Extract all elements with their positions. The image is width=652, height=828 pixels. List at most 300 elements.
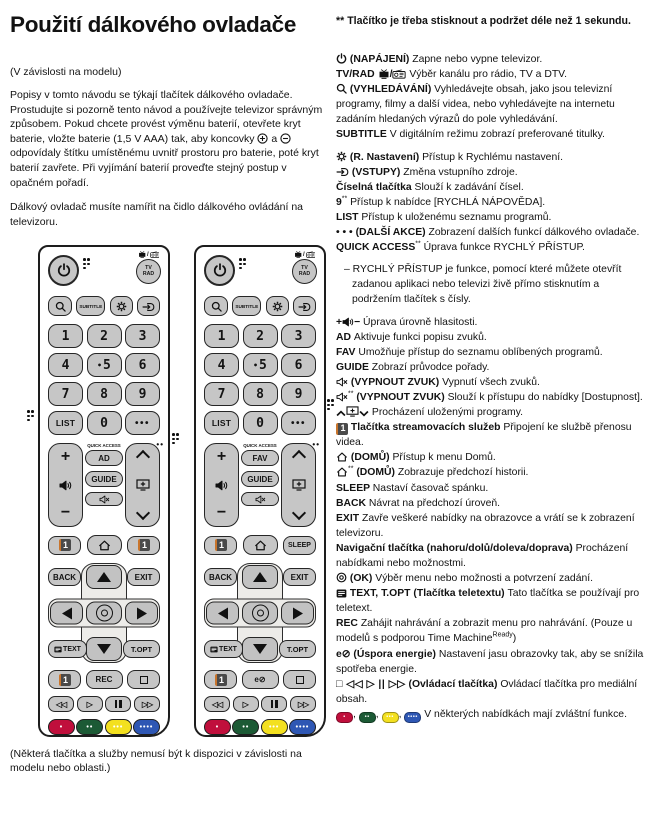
text-run: Nastavení jasu obrazovky tak, aby se snížila spotřeba energie. <box>336 648 644 675</box>
remote-streaming-button <box>48 670 81 689</box>
teletext-icon <box>210 646 218 653</box>
remote-text-button <box>48 640 87 658</box>
chevron-up-icon <box>135 450 149 464</box>
description-entry <box>336 707 648 723</box>
pause-icon <box>115 700 118 708</box>
blue-button: •••• <box>133 719 160 735</box>
text-run: Umožňuje přístup do seznamu oblíbených programů. <box>358 346 603 358</box>
tv-radio-icons <box>294 251 316 258</box>
callout-dots <box>239 258 246 291</box>
red-button: • <box>204 719 231 735</box>
description-entry <box>336 616 648 646</box>
label-bold: SUBTITLE <box>336 129 390 141</box>
text-run: Přístup k nabídce [RYCHLÁ NÁPOVĚDA]. <box>347 196 546 208</box>
description-entry <box>336 210 648 225</box>
green-button: •• <box>232 719 259 735</box>
description-entry <box>336 390 648 405</box>
remote-channel-rocker <box>281 443 316 527</box>
streaming-service-chip: 1 <box>215 539 227 551</box>
text-run: Zobrazí průvodce pořady. <box>371 361 490 373</box>
model-note: (V závislosti na modelu) <box>10 66 122 78</box>
remote-guide-button: GUIDE <box>241 471 279 487</box>
text-run: Zapne nebo vypne televizor. <box>412 54 543 65</box>
key-8: 8 <box>87 382 122 406</box>
remote-power-button <box>48 255 79 286</box>
remote-power-button <box>204 255 235 286</box>
speaker-icon <box>59 477 72 493</box>
label-bold: Navigační tlačítka (nahoru/dolů/doleva/doprava) <box>336 542 576 554</box>
text-label: TEXT <box>219 645 237 653</box>
tv-radio-icons <box>138 251 160 258</box>
remote-energy-saving-button: e⊘ <box>242 670 279 689</box>
tv-icon <box>294 251 302 258</box>
chevron-up-icon <box>291 450 305 464</box>
ok-icon <box>336 571 347 586</box>
availability-caption: (Některá tlačítka a služby nemusí být k dispozici v závislosti na modelu nebo oblasti.) <box>10 748 302 775</box>
label-bold: REC <box>336 618 361 630</box>
pause-icon <box>275 700 278 708</box>
search-icon <box>55 297 66 315</box>
key-1: 1 <box>48 324 83 348</box>
description-entry <box>336 345 648 360</box>
description-entry <box>336 450 648 465</box>
text-run: Ovládací tlačítka pro mediální obsah. <box>336 678 638 705</box>
remote-nav-cluster <box>48 563 160 663</box>
callout-dots <box>27 410 34 421</box>
label-bold: TEXT, T.OPT (Tlačítka teletextu) <box>347 588 508 600</box>
blue-button-icon: •••• <box>404 712 421 723</box>
remote-rewind-button: ◁◁ <box>204 696 230 712</box>
left-column <box>10 10 330 775</box>
key-2: 2 <box>243 324 278 348</box>
text-run: Popisy v tomto návodu se týkají tlačítek dálkového ovladače. Prostudujte si pozorně tento návod a používejte televizor správným způsobem. Pokud chcete provést výměnu baterií, otevřete kryt baterie, vložte baterie (1,5 V AAA) tak, aby koncovky <box>10 89 323 145</box>
remote-mid-section <box>204 440 320 527</box>
remote-fav-button: FAV <box>241 450 279 466</box>
remote-text-button <box>204 640 243 658</box>
remote-forward-button: ▷▷ <box>290 696 316 712</box>
text-run: V některých nabídkách mají zvláštní funkce. <box>421 708 627 720</box>
remote-keypad <box>48 324 160 435</box>
tvrad-label-tv: TV <box>301 264 308 271</box>
arrow-down-icon <box>97 644 111 654</box>
description-entry <box>336 677 648 707</box>
remote-media-row <box>204 696 316 712</box>
battery-paragraph <box>10 88 330 190</box>
label-bold: GUIDE <box>336 361 372 373</box>
text-run: Zahájit nahrávání a zobrazit menu pro nahrávání. (Pouze u modelů s podporou Time Machine <box>336 618 633 645</box>
label-bold: TV/RAD <box>336 69 378 81</box>
more-dots-icon: ••• <box>134 417 150 429</box>
key-5 <box>243 353 278 377</box>
text-run: Procházení uloženými programy. <box>369 407 524 419</box>
label-bold: (VYPNOUT ZVUK) <box>348 376 443 388</box>
streaming-service-chip: 1 <box>215 674 227 686</box>
label-bold: SLEEP <box>336 482 373 494</box>
label-bold: • • • (DALŠÍ AKCE) <box>336 227 429 239</box>
tv-icon <box>138 251 146 258</box>
yellow-button: ••• <box>261 719 288 735</box>
label-bold: (OK) <box>347 573 376 585</box>
key-3: 3 <box>125 324 160 348</box>
description-entry <box>336 541 648 571</box>
tvrad-label-rad: RAD <box>142 270 155 277</box>
callout-dots <box>83 258 90 291</box>
ok-icon <box>252 605 269 622</box>
description-entry <box>336 180 648 195</box>
streaming-service-chip: 1 <box>59 674 71 686</box>
callout-dots <box>172 433 179 444</box>
remote-streaming-button <box>204 536 237 555</box>
remote-energy-row <box>204 670 316 689</box>
remote-top-row <box>48 251 160 291</box>
remote-subtitle-button: SUBTITLE <box>76 296 105 316</box>
remote-diagram-a <box>38 245 170 737</box>
chevron-down-icon <box>291 506 305 520</box>
home-icon <box>336 450 348 465</box>
streaming-service-chip: 1 <box>336 423 348 435</box>
arrow-right-icon <box>137 607 147 619</box>
description-entry <box>336 225 648 240</box>
remote-nav-cluster <box>204 563 316 663</box>
tvrad-label-tv: TV <box>145 264 152 271</box>
remote-keypad <box>204 324 316 435</box>
search-icon <box>211 297 222 315</box>
key-5-dot: • <box>253 360 258 370</box>
remote-top-row <box>204 251 316 291</box>
volume-minus-icon: − <box>216 504 227 522</box>
remote-home-button <box>243 535 278 555</box>
remote-stop-button <box>283 670 316 689</box>
pause-icon <box>271 700 274 708</box>
key-8: 8 <box>243 382 278 406</box>
label-bold: (Ovládací tlačítka) <box>405 678 501 690</box>
key-5-digit: 5 <box>103 357 111 373</box>
slash: / <box>302 251 305 258</box>
remote-streaming-button <box>204 670 237 689</box>
remote-channel-rocker <box>125 443 160 527</box>
description-entry <box>336 315 648 330</box>
red-button: • <box>48 719 75 735</box>
remote-streaming-button <box>127 536 160 555</box>
label-bold: BACK <box>336 497 369 509</box>
chevron-down-icon <box>359 405 369 420</box>
description-entry <box>336 195 648 210</box>
remote-exit-button: EXIT <box>127 568 160 586</box>
mute-icon <box>255 495 266 504</box>
remote-mute-button <box>241 492 279 506</box>
description-entry <box>336 330 648 345</box>
text-run: , <box>353 708 359 720</box>
mute-icon <box>336 390 348 405</box>
remote-play-button: ▷ <box>77 696 103 712</box>
radio-icon <box>389 67 406 82</box>
description-entry <box>336 165 648 180</box>
key-5-dot: • <box>97 360 102 370</box>
remote-more-actions-button <box>281 411 316 435</box>
remote-settings-button <box>110 296 133 316</box>
chevron-up-icon <box>336 405 346 420</box>
remote-subtitle-button: SUBTITLE <box>232 296 261 316</box>
text-run: Úprava úrovně hlasitosti. <box>360 316 478 328</box>
description-entry <box>336 405 648 420</box>
remote-rec-row <box>48 670 160 689</box>
description-entry <box>336 360 648 375</box>
remote-left-button <box>206 602 239 625</box>
description-entry <box>336 586 648 616</box>
key-5 <box>87 353 122 377</box>
text-run: Změna vstupního zdroje. <box>403 166 518 178</box>
key-4: 4 <box>48 353 83 377</box>
superscript: ** <box>348 390 354 398</box>
remote-tvrad-button <box>136 259 161 284</box>
label-bold: e⊘ (Úspora energie) <box>336 648 439 660</box>
key-2: 2 <box>87 324 122 348</box>
description-entry <box>336 67 648 82</box>
text-run: Přístup k menu Domů. <box>392 452 496 464</box>
text-run: odpovídaly štítku umístěnému uvnitř prostoru pro baterie, poté kryt baterií zavřete. Při vyjímání baterií proveďte stejný postup v opačném pořadí. <box>10 147 319 189</box>
remote-more-actions-button <box>125 411 160 435</box>
speaker-icon <box>342 315 354 330</box>
search-icon <box>336 82 347 97</box>
text-run: Zobrazuje předchozí historii. <box>397 467 529 479</box>
description-entry <box>336 647 648 677</box>
text-run: Výběr kanálu pro rádio, TV a DTV. <box>406 69 568 81</box>
remote-diagrams <box>38 245 330 737</box>
text-run: ) <box>512 633 517 645</box>
chevron-down-icon <box>135 506 149 520</box>
text-run: , <box>398 708 405 720</box>
more-dots-icon: ••• <box>290 417 306 429</box>
label-bold: AD <box>336 331 354 343</box>
description-entry <box>336 52 648 67</box>
remote-volume-rocker <box>48 443 83 527</box>
key-5-digit: 5 <box>259 357 267 373</box>
remote-back-button: BACK <box>204 568 237 586</box>
remote-color-row <box>204 719 316 735</box>
power-icon <box>336 52 347 67</box>
remote-search-button <box>204 296 228 316</box>
quick-access-label: QUICK ACCESS <box>87 443 121 449</box>
remote-ok-button <box>86 602 122 625</box>
label-bold: QUICK ACCESS <box>336 242 416 254</box>
screen-plus-icon <box>346 405 359 420</box>
text-run: Nastaví časovač spánku. <box>372 482 489 494</box>
remote-function-row <box>48 296 160 316</box>
remote-tvrad-group <box>292 251 317 284</box>
remote-mid-stack <box>240 443 280 527</box>
remote-sleep-button: SLEEP <box>283 536 316 555</box>
power-icon <box>213 262 227 280</box>
key-7: 7 <box>48 382 83 406</box>
remote-up-button <box>242 565 278 589</box>
streaming-service-chip: 1 <box>138 539 150 551</box>
label-bold: − <box>354 316 361 328</box>
mute-icon <box>336 375 348 390</box>
text-run: Připojení ke službě přenosu videa. <box>336 422 632 449</box>
mute-icon <box>99 495 110 504</box>
key-9: 9 <box>125 382 160 406</box>
description-entry <box>336 262 648 307</box>
remote-pause-button <box>261 696 287 712</box>
label-bold: (NAPÁJENÍ) <box>347 54 413 65</box>
text-run: , <box>375 708 382 720</box>
label-bold: + <box>336 316 343 328</box>
label-bold: Číselná tlačítka <box>336 181 415 193</box>
remote-up-button <box>86 565 122 589</box>
remote-back-button: BACK <box>48 568 81 586</box>
remote-down-button <box>86 637 122 661</box>
plus-circle-icon <box>257 132 268 147</box>
remote-exit-button: EXIT <box>283 568 316 586</box>
remote-mid-section <box>48 440 164 527</box>
label-bold: (DOMŮ) <box>348 452 393 464</box>
label-bold: (VSTUPY) <box>349 166 404 178</box>
remote-down-button <box>242 637 278 661</box>
tvrad-label-rad: RAD <box>298 270 311 277</box>
text-run: Přístup k uloženému seznamu programů. <box>361 211 552 223</box>
remote-list-button: LIST <box>48 411 83 435</box>
remote-media-row <box>48 696 160 712</box>
stop-icon <box>296 676 304 684</box>
ok-icon <box>96 605 113 622</box>
remote-rec-button: REC <box>86 670 123 689</box>
right-column <box>336 14 648 723</box>
key-7: 7 <box>204 382 239 406</box>
home-icon <box>336 465 348 480</box>
media-controls-icons: □ ◁◁ ▷ || ▷▷ <box>336 678 406 690</box>
remote-tvrad-group <box>136 251 161 284</box>
remote-pause-button <box>105 696 131 712</box>
volume-plus-icon: + <box>60 448 71 466</box>
description-entry <box>336 420 648 450</box>
hold-note: ** Tlačítko je třeba stisknout a podržet déle než 1 sekundu. <box>336 15 631 27</box>
description-entry <box>336 511 648 541</box>
remote-mid-stack <box>84 443 124 527</box>
remote-stop-button <box>127 670 160 689</box>
text-run: Slouží k zadávání čísel. <box>414 181 524 193</box>
speaker-icon <box>215 477 228 493</box>
remote-ad-button: AD <box>85 450 123 466</box>
key-3: 3 <box>281 324 316 348</box>
input-icon <box>298 297 311 315</box>
remote-color-row <box>48 719 160 735</box>
green-button: •• <box>76 719 103 735</box>
arrow-up-icon <box>97 572 111 582</box>
remote-home-row <box>48 535 160 555</box>
text-run: Procházení nabídkami nebo možnostmi. <box>336 542 629 569</box>
remote-right-button <box>281 602 314 625</box>
radio-icon <box>306 251 316 258</box>
arrow-up-icon <box>253 572 267 582</box>
text-run: Přístup k Rychlému nastavení. <box>422 151 563 163</box>
key-6: 6 <box>125 353 160 377</box>
red-button-icon: • <box>336 712 353 723</box>
description-entry <box>336 496 648 511</box>
text-run: Návrat na předchozí úroveň. <box>368 497 501 509</box>
superscript: ** <box>341 195 348 203</box>
text-run: Tato tlačítka se používají pro teletext. <box>336 588 640 615</box>
gear-icon <box>116 297 127 315</box>
description-entry <box>336 571 648 586</box>
blue-button: •••• <box>289 719 316 735</box>
description-entry <box>336 127 648 142</box>
text-run: Výběr menu nebo možnosti a potvrzení zadání. <box>375 573 594 585</box>
remote-streaming-button <box>48 536 81 555</box>
volume-plus-icon: + <box>216 448 227 466</box>
remote-home-button <box>87 535 122 555</box>
remote-input-button <box>293 296 316 316</box>
remote-input-button <box>137 296 160 316</box>
remote-forward-button: ▷▷ <box>134 696 160 712</box>
text-run: Zobrazení dalších funkcí dálkového ovladače. <box>428 227 640 239</box>
aim-paragraph: Dálkový ovladač musíte namířit na čidlo dálkového ovládání na televizoru. <box>10 201 303 228</box>
key-0: 0 <box>243 411 278 435</box>
key-6: 6 <box>281 353 316 377</box>
label-bold: / <box>389 69 393 81</box>
remote-mute-button <box>85 492 123 506</box>
remote-topt-button: T.OPT <box>123 640 160 658</box>
text-run: Vyhledávejte obsah, jako jsou televizní programy, filmy a další videa, nebo vyhledávejte na internetu zadáním hledaných výrazů do pole vyhledávání. <box>336 84 615 126</box>
input-icon <box>142 297 155 315</box>
home-icon <box>98 536 111 554</box>
description-entry <box>336 481 648 496</box>
callout-dots: •• <box>156 440 164 450</box>
pause-icon <box>119 700 122 708</box>
label-bold: 9 <box>336 196 342 208</box>
description-entry <box>336 150 648 165</box>
remote-left-button <box>50 602 83 625</box>
slash: / <box>146 251 149 258</box>
text-run: V digitálním režimu zobrazí preferované titulky. <box>389 129 605 141</box>
text-run: a <box>268 132 281 145</box>
minus-circle-icon <box>280 132 291 147</box>
arrow-down-icon <box>253 644 267 654</box>
label-bold: (R. Nastavení) <box>347 151 423 163</box>
radio-icon <box>150 251 160 258</box>
remote-function-row <box>204 296 316 316</box>
key-9: 9 <box>281 382 316 406</box>
superscript: ** <box>348 465 354 473</box>
home-icon <box>254 536 267 554</box>
text-run: Úprava funkce RYCHLÝ PŘÍSTUP. <box>420 242 585 254</box>
label-bold: Tlačítka streamovacích služeb <box>348 422 504 434</box>
description-entry <box>336 240 648 255</box>
input-icon <box>336 165 349 180</box>
volume-minus-icon: − <box>60 504 71 522</box>
label-bold: (VYHLEDÁVÁNÍ) <box>347 84 435 96</box>
remote-rewind-button: ◁◁ <box>48 696 74 712</box>
label-bold: (DOMŮ) <box>353 467 398 479</box>
text-run: – RYCHLÝ PŘÍSTUP je funkce, pomocí které můžete otevřít zadanou aplikaci nebo televizi živě přímo stisknutím a podržením tlačítek s čísly. <box>344 264 622 306</box>
key-4: 4 <box>204 353 239 377</box>
text-run: Slouží k přístupu do nabídky [Dostupnost]. <box>447 391 643 403</box>
remote-play-button: ▷ <box>233 696 259 712</box>
key-0: 0 <box>87 411 122 435</box>
descriptions-list <box>336 52 648 723</box>
arrow-left-icon <box>218 607 228 619</box>
remote-topt-button: T.OPT <box>279 640 316 658</box>
description-entry <box>336 82 648 127</box>
arrow-left-icon <box>62 607 72 619</box>
teletext-icon <box>336 586 347 601</box>
stop-icon <box>140 676 148 684</box>
yellow-button: ••• <box>105 719 132 735</box>
power-icon <box>57 262 71 280</box>
remote-ok-button <box>242 602 278 625</box>
remote-search-button <box>48 296 72 316</box>
callout-dots <box>327 399 334 410</box>
streaming-service-chip: 1 <box>59 539 71 551</box>
